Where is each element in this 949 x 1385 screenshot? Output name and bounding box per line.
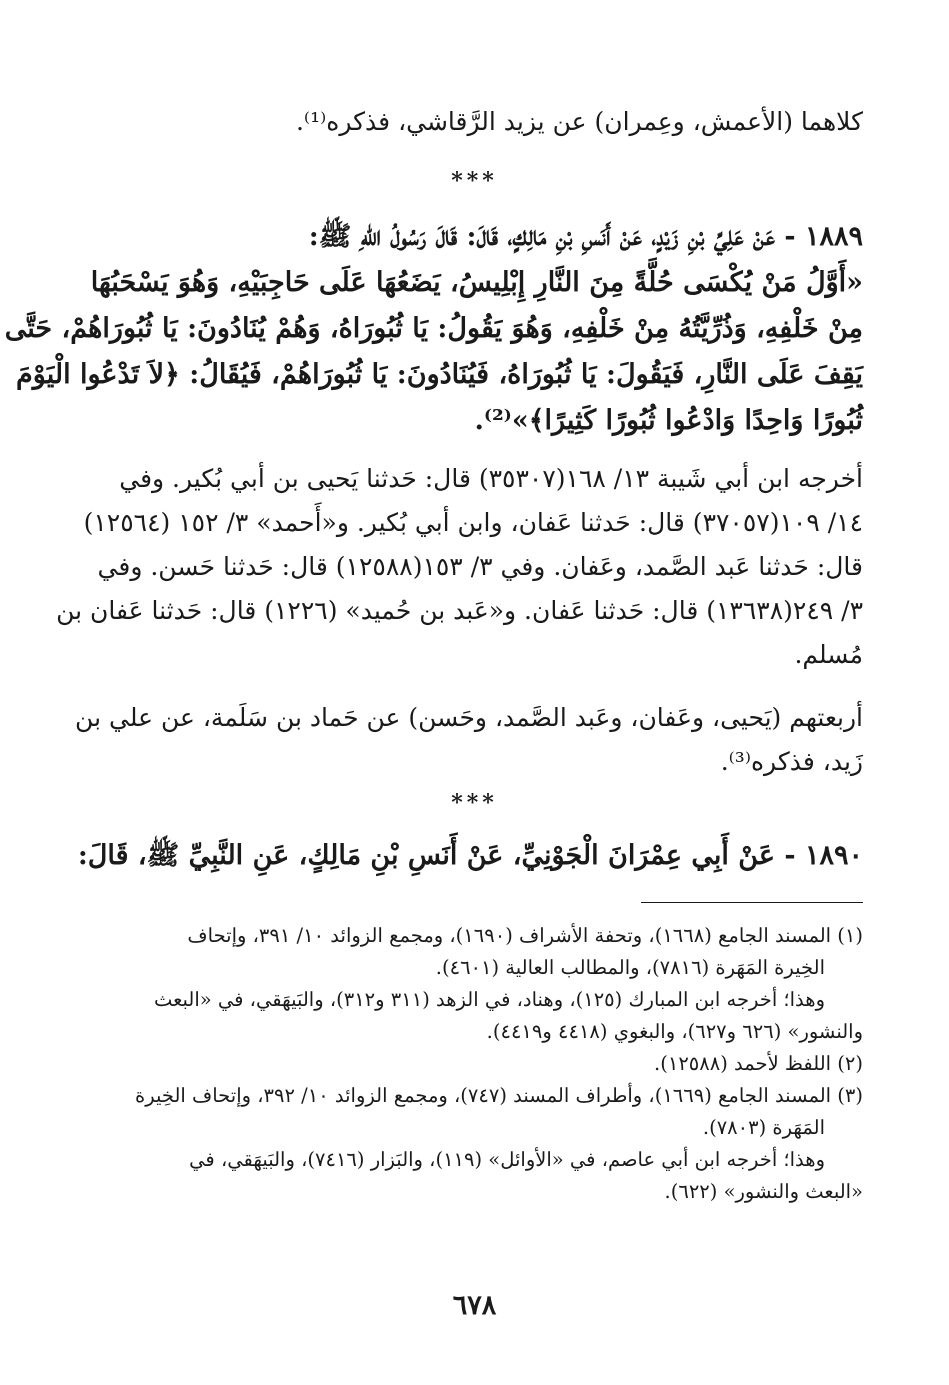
footnote bbox=[86, 920, 863, 1048]
footnote bbox=[86, 1080, 863, 1208]
footnote-divider bbox=[641, 902, 863, 903]
footnote-line: (٣) المسند الجامع (١٦٦٩)، وأطراف المسند (٧٤٧)، ومجمع الزوائد ١٠/ ٣٩٢، وإتحاف الخِيرة bbox=[135, 1084, 863, 1107]
footnote-line: الخِيرة المَهَرة (٧٨١٦)، والمطالب العالية (٤٦٠١). bbox=[435, 956, 825, 979]
paragraph-line: زَيد، فذكره⁽³⁾. bbox=[720, 747, 863, 776]
hadith-line: مِنْ خَلْفِهِ، وَذُرِّيَّتُهُ مِنْ خَلْفِهِ، وَهُوَ يَقُولُ: يَا ثُبُورَاهُ، وَهُمْ يُنَادُونَ: يَا ثُبُورَاهُمْ، حَتَّى bbox=[4, 313, 863, 344]
paragraph-line: ٣/ ٢٤٩(١٣٦٣٨) قال: حَدثنا عَفان. و«عَبد بن حُميد» (١٢٢٦) قال: حَدثنا عَفان بن bbox=[56, 596, 863, 625]
paragraph-line: أربعتهم (يَحيى، وعَفان، وعَبد الصَّمد، وحَسن) عن حَماد بن سَلَمة، عن علي بن bbox=[75, 703, 863, 732]
takhrij-1889-paragraph bbox=[56, 457, 863, 677]
footnote-line: المَهَرة (٧٨٠٣). bbox=[702, 1116, 825, 1139]
section-separator: *** bbox=[451, 790, 498, 816]
hadith-line: ١٨٩٠ - عَنْ أَبِي عِمْرَانَ الْجَوْنِيِّ، عَنْ أَنَسِ بْنِ مَالِكٍ، عَنِ النَّبِيِّ ﷺ، قَالَ: bbox=[77, 840, 863, 871]
paragraph-line: أخرجه ابن أبي شَيبة ١٣/ ١٦٨(٣٥٣٠٧) قال: حَدثنا يَحيى بن أبي بُكير. وفي bbox=[119, 464, 863, 493]
footnote-line: وهذا؛ أخرجه ابن المبارك (١٢٥)، وهناد، في الزهد (٣١١ و٣١٢)، والبَيهَقي، في «البعث bbox=[153, 988, 825, 1011]
footnote-line: (١) المسند الجامع (١٦٦٨)، وتحفة الأشراف (١٦٩٠)، ومجمع الزوائد ١٠/ ٣٩١، وإتحاف bbox=[187, 924, 863, 947]
section-separator: *** bbox=[451, 168, 498, 194]
hadith-1889-text bbox=[4, 214, 863, 444]
footnote-line: «البعث والنشور» (٦٢٢). bbox=[664, 1180, 863, 1203]
hadith-line: ١٨٨٩ - عَنْ عَلِيِّ بْنِ زَيْدٍ، عَنْ أَنَسِ بْنِ مَالِكٍ، قَالَ: قَالَ رَسُولُ اللهِ ﷺ: bbox=[308, 221, 863, 252]
footnote bbox=[86, 1048, 863, 1080]
paragraph-line: قال: حَدثنا عَبد الصَّمد، وعَفان. وفي ٣/ ١٥٣(١٢٥٨٨) قال: حَدثنا حَسن. وفي bbox=[97, 552, 863, 581]
paragraph-line: كلاهما (الأعمش، وعِمران) عن يزيد الرَّقاشي، فذكره⁽¹⁾. bbox=[295, 107, 863, 136]
paragraph-line: مُسلم. bbox=[794, 640, 863, 669]
hadith-line: ثُبُورًا وَاحِدًا وَادْعُوا ثُبُورًا كَثِيرًا﴾»⁽²⁾. bbox=[474, 405, 863, 436]
footnote-line: وهذا؛ أخرجه ابن أبي عاصم، في «الأوائل» (١١٩)، والبَزار (٧٤١٦)، والبَيهَقي، في bbox=[189, 1148, 825, 1171]
footnote-line: والنشور» (٦٢٦ و٦٢٧)، والبغوي (٤٤١٨ و٤٤١٩). bbox=[486, 1020, 863, 1043]
hadith-line: «أَوَّلُ مَنْ يُكْسَى حُلَّةً مِنَ النَّارِ إِبْلِيسُ، يَضَعُهَا عَلَى حَاجِبَيْهِ، وَهُوَ يَسْحَبُهَا bbox=[90, 267, 863, 298]
paragraph-line: ١٤/ ١٠٩(٣٧٠٥٧) قال: حَدثنا عَفان، وابن أبي بُكير. و«أَحمد» ٣/ ١٥٢ (١٢٥٦٤) bbox=[83, 508, 863, 537]
footnote-line: (٢) اللفظ لأحمد (١٢٥٨٨). bbox=[654, 1052, 863, 1075]
hadith-line: يَقِفَ عَلَى النَّارِ، فَيَقُولَ: يَا ثُبُورَاهُ، فَيُنَادُونَ: يَا ثُبُورَاهُمْ، فَيُقَالُ: ﴿لاَ تَدْعُوا الْيَوْمَ bbox=[16, 359, 863, 390]
footnotes-section bbox=[86, 920, 863, 1208]
isnad-1889-paragraph bbox=[75, 696, 863, 784]
page-number: ٦٧٨ bbox=[452, 1290, 497, 1321]
top-paragraph bbox=[86, 100, 863, 144]
hadith-1890-text bbox=[77, 833, 863, 879]
